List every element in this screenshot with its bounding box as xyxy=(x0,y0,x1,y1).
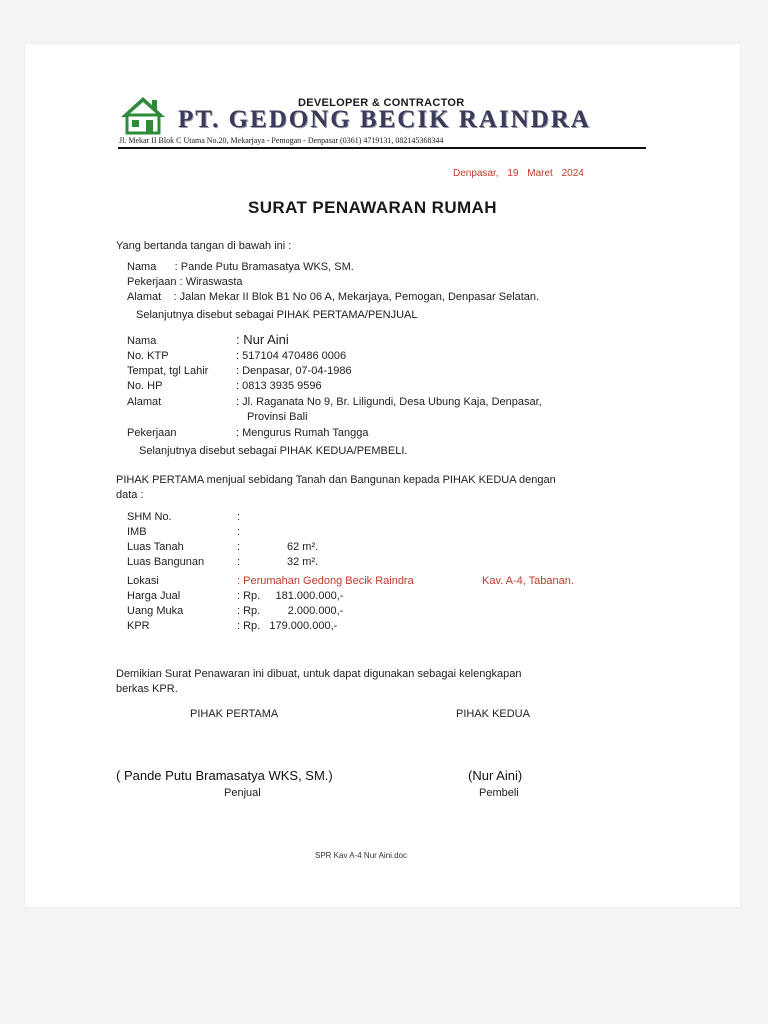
sale-pihak-kedua: PIHAK KEDUA xyxy=(442,474,516,486)
letter-title: SURAT PENAWARAN RUMAH xyxy=(248,198,497,217)
party2-label-ttl: Tempat, tgl Lahir xyxy=(127,365,209,377)
party2-ktp: : 517104 470486 0006 xyxy=(236,350,347,362)
property-tanah-colon: : xyxy=(237,541,241,553)
property-label-shm: SHM No. xyxy=(127,511,172,523)
party1-note-prefix: Selanjutnya disebut sebagai xyxy=(136,309,277,321)
sale-statement-line1 xyxy=(116,474,556,486)
sale-text: menjual sebidang Tanah dan Bangunan kepada xyxy=(203,474,443,486)
sale-pihak-pertama: PIHAK PERTAMA xyxy=(116,474,204,486)
signature-label-pihak-pertama: PIHAK PERTAMA xyxy=(190,708,279,720)
party1-note xyxy=(136,309,417,321)
party2-note xyxy=(139,445,407,457)
letterhead-divider xyxy=(118,147,646,149)
property-label-lokasi: Lokasi xyxy=(127,575,159,587)
property-label-luas-bangunan: Luas Bangunan xyxy=(127,556,205,568)
property-luas-tanah: 62 m². xyxy=(287,541,319,553)
house-logo-icon xyxy=(119,95,167,135)
sale-statement-line2: data : xyxy=(116,489,144,501)
intro-text: Yang bertanda tangan di bawah ini : xyxy=(116,240,292,252)
closing-line2: berkas KPR. xyxy=(116,683,178,695)
signature-role-seller: Penjual xyxy=(224,787,261,799)
signature-name-buyer: (Nur Aini) xyxy=(468,768,523,783)
party2-label-hp: No. HP xyxy=(127,380,163,392)
property-imb-colon: : xyxy=(237,526,241,538)
company-address: Jl. Mekar II Blok C Utama No.20, Mekarjaya - Pemogan - Denpasar (0361) 4719131, 082145368344 xyxy=(119,136,444,145)
property-kpr: : Rp. 179.000.000,- xyxy=(237,620,338,632)
property-uang-muka: : Rp. 2.000.000,- xyxy=(237,605,344,617)
party2-pekerjaan: : Mengurus Rumah Tangga xyxy=(236,427,369,439)
property-kav: Kav. A-4, Tabanan. xyxy=(482,575,574,587)
developer-line: DEVELOPER & CONTRACTOR xyxy=(298,97,465,109)
property-label-uang-muka: Uang Muka xyxy=(127,605,184,617)
property-label-kpr: KPR xyxy=(127,620,150,632)
document-filename: SPR Kav A-4 Nur Aini.doc xyxy=(315,851,408,860)
party2-ttl: : Denpasar, 07-04-1986 xyxy=(236,365,352,377)
signature-role-buyer: Pembeli xyxy=(479,787,519,799)
property-lokasi: : Perumahan Gedong Becik Raindra xyxy=(237,575,414,587)
party2-label-pekerjaan: Pekerjaan xyxy=(127,427,177,439)
party2-label-alamat: Alamat xyxy=(127,396,162,408)
letter-date: Denpasar, 19 Maret 2024 xyxy=(453,168,584,179)
property-label-harga-jual: Harga Jual xyxy=(127,590,181,602)
property-label-luas-tanah: Luas Tanah xyxy=(127,541,184,553)
party2-label-nama: Nama xyxy=(127,335,157,347)
party1-note-role: PIHAK PERTAMA/PENJUAL xyxy=(276,309,418,321)
party1-alamat: Alamat : Jalan Mekar II Blok B1 No 06 A, Mekarjaya, Pemogan, Denpasar Selatan. xyxy=(127,291,540,303)
party2-nama: : Nur Aini xyxy=(236,332,289,347)
property-shm-colon: : xyxy=(237,511,241,523)
signature-name-seller: ( Pande Putu Bramasatya WKS, SM.) xyxy=(116,768,333,783)
closing-line1: Demikian Surat Penawaran ini dibuat, untuk dapat digunakan sebagai kelengkapan xyxy=(116,668,522,680)
party1-pekerjaan: Pekerjaan : Wiraswasta xyxy=(127,276,243,288)
party2-alamat-1: : Jl. Raganata No 9, Br. Liligundi, Desa Ubung Kaja, Denpasar, xyxy=(236,396,542,408)
party2-label-ktp: No. KTP xyxy=(127,350,169,362)
party2-note-role: PIHAK KEDUA/PEMBELI. xyxy=(279,445,408,457)
sale-text-end: dengan xyxy=(515,474,556,486)
property-harga-jual: : Rp. 181.000.000,- xyxy=(237,590,344,602)
party2-hp: : 0813 3935 9596 xyxy=(236,380,322,392)
property-luas-bangunan: 32 m². xyxy=(287,556,319,568)
property-bangunan-colon: : xyxy=(237,556,241,568)
property-label-imb: IMB xyxy=(127,526,147,538)
party2-note-prefix: Selanjutnya disebut sebagai xyxy=(139,445,280,457)
company-name: PT. GEDONG BECIK RAINDRA xyxy=(178,106,591,133)
party1-nama: Nama : Pande Putu Bramasatya WKS, SM. xyxy=(127,261,354,273)
party2-alamat-2: Provinsi Bali xyxy=(247,411,308,423)
signature-label-pihak-kedua: PIHAK KEDUA xyxy=(456,708,530,720)
